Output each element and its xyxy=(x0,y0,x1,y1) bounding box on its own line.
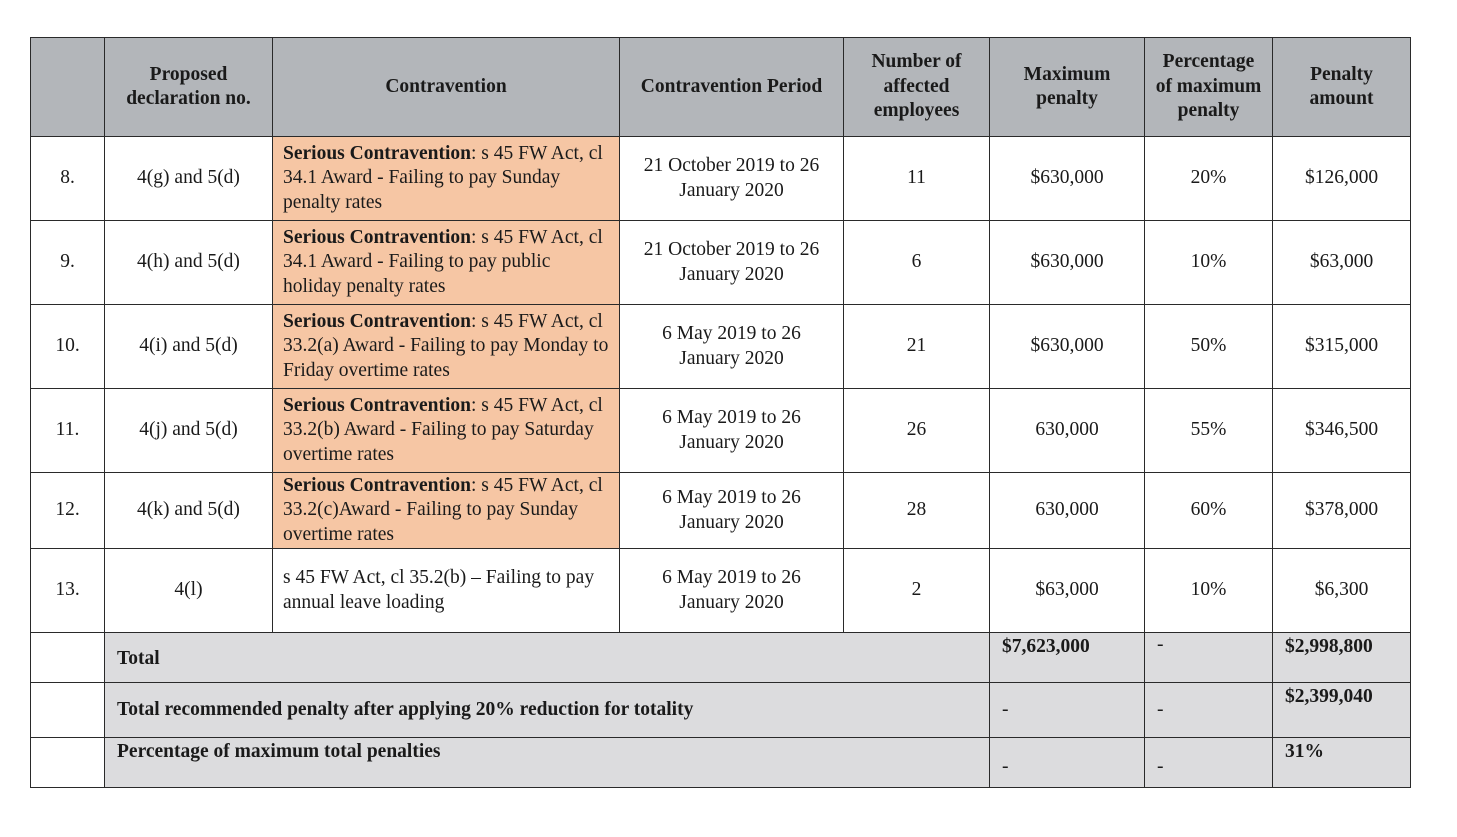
period-cell: 6 May 2019 to 26 January 2020 xyxy=(620,549,844,633)
row-number: 9. xyxy=(31,221,105,305)
table-row xyxy=(31,473,1411,549)
percentage-total-label: Percentage of maximum total penalties xyxy=(105,738,990,788)
header-percentage: Percentage of maximum penalty xyxy=(1145,38,1273,137)
max-penalty-cell: $63,000 xyxy=(990,549,1145,633)
contravention-label: Serious Contravention xyxy=(283,474,471,496)
employees-cell: 28 xyxy=(844,473,990,549)
percentage-cell: 10% xyxy=(1145,221,1273,305)
table-row xyxy=(31,305,1411,389)
percentage-cell: 20% xyxy=(1145,137,1273,221)
recommended-max-penalty: - xyxy=(990,683,1145,738)
totals-blank-cell xyxy=(31,738,105,788)
contravention-cell xyxy=(273,389,620,473)
percentage-percentage: - xyxy=(1145,738,1273,788)
recommended-total-label: Total recommended penalty after applying 20% reduction for totality xyxy=(105,683,990,738)
table-row xyxy=(31,549,1411,633)
contravention-detail: : s 45 FW Act, cl 33.2(b) Award - Failing to pay Saturday overtime rates xyxy=(283,394,603,465)
amount-cell: $6,300 xyxy=(1273,549,1411,633)
period-cell: 6 May 2019 to 26 January 2020 xyxy=(620,473,844,549)
contravention-detail: : s 45 FW Act, cl 34.1 Award - Failing to pay public holiday penalty rates xyxy=(283,226,603,297)
total-amount: $2,998,800 xyxy=(1273,633,1411,683)
header-employees: Number of affected employees xyxy=(844,38,990,137)
contravention-detail: s 45 FW Act, cl 35.2(b) – Failing to pay annual leave loading xyxy=(283,567,595,613)
header-period: Contravention Period xyxy=(620,38,844,137)
contravention-label: Serious Contravention xyxy=(283,142,471,164)
row-number: 12. xyxy=(31,473,105,549)
amount-cell: $346,500 xyxy=(1273,389,1411,473)
period-cell: 21 October 2019 to 26 January 2020 xyxy=(620,137,844,221)
percentage-cell: 10% xyxy=(1145,549,1273,633)
contravention-label: Serious Contravention xyxy=(283,394,471,416)
header-row xyxy=(31,38,1411,137)
totals-blank-cell xyxy=(31,633,105,683)
total-max-penalty: $7,623,000 xyxy=(990,633,1145,683)
contravention-detail: : s 45 FW Act, cl 34.1 Award - Failing to pay Sunday penalty rates xyxy=(283,142,603,213)
declaration-cell: 4(h) and 5(d) xyxy=(105,221,273,305)
table-row xyxy=(31,389,1411,473)
contravention-detail: : s 45 FW Act, cl 33.2(c)Award - Failing to pay Sunday overtime rates xyxy=(283,474,603,545)
totals-row xyxy=(31,633,1411,683)
table-row xyxy=(31,137,1411,221)
amount-cell: $315,000 xyxy=(1273,305,1411,389)
declaration-cell: 4(i) and 5(d) xyxy=(105,305,273,389)
contravention-cell xyxy=(273,549,620,633)
contravention-cell xyxy=(273,305,620,389)
max-penalty-cell: $630,000 xyxy=(990,221,1145,305)
row-number: 8. xyxy=(31,137,105,221)
employees-cell: 6 xyxy=(844,221,990,305)
header-row-number xyxy=(31,38,105,137)
max-penalty-cell: 630,000 xyxy=(990,389,1145,473)
declaration-cell: 4(l) xyxy=(105,549,273,633)
header-max-penalty: Maximum penalty xyxy=(990,38,1145,137)
max-penalty-cell: $630,000 xyxy=(990,305,1145,389)
employees-cell: 11 xyxy=(844,137,990,221)
employees-cell: 2 xyxy=(844,549,990,633)
row-number: 11. xyxy=(31,389,105,473)
contravention-label: Serious Contravention xyxy=(283,310,471,332)
percentage-cell: 60% xyxy=(1145,473,1273,549)
total-label: Total xyxy=(105,633,990,683)
recommended-amount: $2,399,040 xyxy=(1273,683,1411,738)
max-penalty-cell: 630,000 xyxy=(990,473,1145,549)
employees-cell: 21 xyxy=(844,305,990,389)
percentage-cell: 50% xyxy=(1145,305,1273,389)
table-row xyxy=(31,221,1411,305)
amount-cell: $63,000 xyxy=(1273,221,1411,305)
percentage-cell: 55% xyxy=(1145,389,1273,473)
header-contravention: Contravention xyxy=(273,38,620,137)
row-number: 10. xyxy=(31,305,105,389)
recommended-percentage: - xyxy=(1145,683,1273,738)
header-declaration: Proposed declaration no. xyxy=(105,38,273,137)
header-amount: Penalty amount xyxy=(1273,38,1411,137)
declaration-cell: 4(g) and 5(d) xyxy=(105,137,273,221)
contravention-cell xyxy=(273,137,620,221)
contravention-label: Serious Contravention xyxy=(283,226,471,248)
declaration-cell: 4(k) and 5(d) xyxy=(105,473,273,549)
totals-blank-cell xyxy=(31,683,105,738)
employees-cell: 26 xyxy=(844,389,990,473)
percentage-amount: 31% xyxy=(1273,738,1411,788)
percentage-total-row xyxy=(31,738,1411,788)
period-cell: 6 May 2019 to 26 January 2020 xyxy=(620,305,844,389)
max-penalty-cell: $630,000 xyxy=(990,137,1145,221)
contravention-cell xyxy=(273,221,620,305)
amount-cell: $126,000 xyxy=(1273,137,1411,221)
contravention-detail: : s 45 FW Act, cl 33.2(a) Award - Failing to pay Monday to Friday overtime rates xyxy=(283,310,609,381)
total-percentage: - xyxy=(1145,633,1273,683)
amount-cell: $378,000 xyxy=(1273,473,1411,549)
declaration-cell: 4(j) and 5(d) xyxy=(105,389,273,473)
contravention-cell xyxy=(273,473,620,549)
row-number: 13. xyxy=(31,549,105,633)
period-cell: 6 May 2019 to 26 January 2020 xyxy=(620,389,844,473)
penalties-table xyxy=(30,37,1411,788)
recommended-total-row xyxy=(31,683,1411,738)
period-cell: 21 October 2019 to 26 January 2020 xyxy=(620,221,844,305)
percentage-max-penalty: - xyxy=(990,738,1145,788)
